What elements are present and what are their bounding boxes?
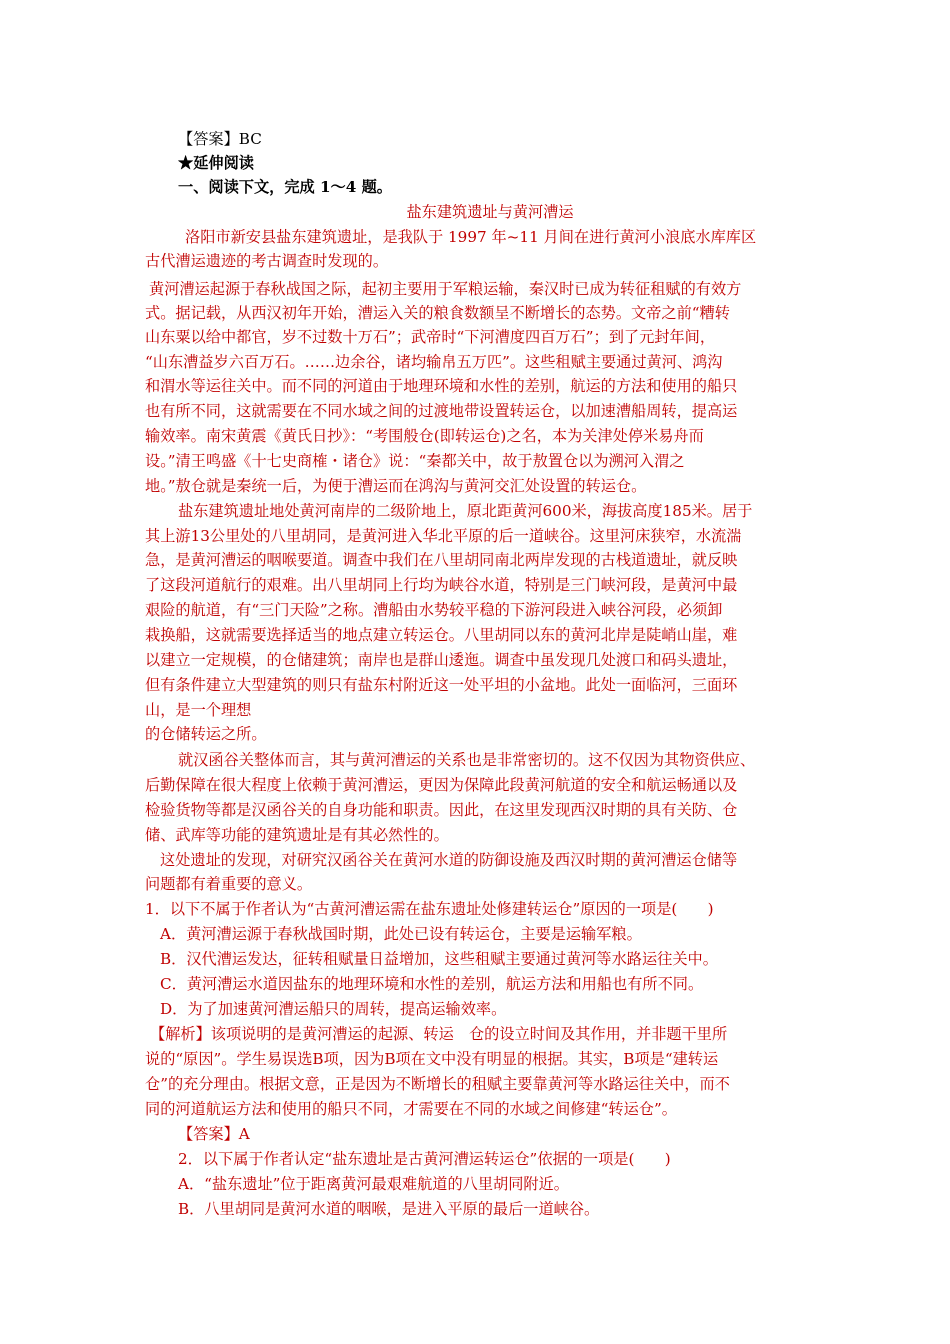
question-1-analysis-line: 【解析】该项说明的是黄河漕运的起源、转运 仓的设立时间及其作用，并非题干里所	[150, 1025, 728, 1043]
article-line: 和渭水等运往关中。而不同的河道由于地理环境和水性的差别，航运的方法和使用的船只	[145, 377, 738, 395]
article-line: “山东漕益岁六百万石。……边余谷，诸均输帛五万匹”。这些租赋主要通过黄河、鸿沟	[145, 353, 723, 371]
question-2-option: A．“盐东遗址”位于距离黄河最艰难航道的八里胡同附近。	[178, 1175, 569, 1193]
question-1-option: B．汉代漕运发达，征转租赋量日益增加，这些租赋主要通过黄河等水路运往关中。	[160, 950, 718, 968]
question-2-stem: 2．以下属于作者认定“盐东遗址是古黄河漕运转运仓”依据的一项是( )	[178, 1150, 671, 1168]
article-line: 山，是一个理想	[145, 701, 252, 719]
article-line: 设。”清王鸣盛《十七史商榷・诸仓》说：“秦都关中，故于敖置仓以为溯河入渭之	[145, 452, 685, 470]
question-1-analysis-line: 说的“原因”。学生易误选B项，因为B项在文中没有明显的根据。其实，B项是“建转运	[145, 1050, 719, 1068]
question-2-option: B．八里胡同是黄河水道的咽喉，是进入平原的最后一道峡谷。	[178, 1200, 600, 1218]
question-1-stem: 1．以下不属于作者认为“古黄河漕运需在盐东遗址处修建转运仓”原因的一项是( )	[145, 900, 714, 918]
article-line: 黄河漕运起源于春秋战国之际，起初主要用于军粮运输，秦汉时已成为转征租赋的有效方	[149, 280, 742, 298]
article-line: 其上游13公里处的八里胡同，是黄河进入华北平原的后一道峡谷。这里河床狭窄，水流湍	[145, 527, 742, 545]
article-line: 检验货物等都是汉函谷关的自身功能和职责。因此，在这里发现西汉时期的具有关防、仓	[145, 801, 738, 819]
article-line: 的仓储转运之所。	[145, 725, 267, 743]
article-line: 地。”敖仓就是秦统一后，为便于漕运而在鸿沟与黄河交汇处设置的转运仓。	[145, 477, 647, 495]
article-line: 式。据记载，从西汉初年开始，漕运入关的粮食数额呈不断增长的态势。文帝之前“糟转	[145, 304, 730, 322]
article-line: 艰险的航道，有“三门天险”之称。漕船由水势较平稳的下游河段进入峡谷河段，必须卸	[145, 601, 723, 619]
article-line: 了这段河道航行的艰难。出八里胡同上行均为峡谷水道，特别是三门峡河段，是黄河中最	[145, 576, 738, 594]
question-1-option: A．黄河漕运源于春秋战国时期，此处已设有转运仓，主要是运输军粮。	[160, 925, 642, 943]
question-1-option: D．为了加速黄河漕运船只的周转，提高运输效率。	[160, 1000, 507, 1018]
article-line: 栽换船，这就需要选择适当的地点建立转运仓。八里胡同以东的黄河北岸是陡峭山崖，难	[145, 626, 738, 644]
extended-reading-heading: ★延伸阅读	[178, 154, 254, 172]
article-line: 盐东建筑遗址地处黄河南岸的二级阶地上，原北距黄河600米，海拔高度185米。居于	[178, 502, 753, 520]
article-line: 问题都有着重要的意义。	[145, 875, 313, 893]
article-line: 但有条件建立大型建筑的则只有盐东村附近这一处平坦的小盆地。此处一面临河，三面环	[145, 676, 738, 694]
question-1-analysis-line: 同的河道航运方法和使用的船只不同，才需要在不同的水域之间修建“转运仓”。	[145, 1100, 677, 1118]
question-1-answer: 【答案】A	[178, 1125, 250, 1143]
article-line: 就汉函谷关整体而言，其与黄河漕运的关系也是非常密切的。这不仅因为其物资供应、	[178, 751, 756, 769]
article-line: 后勤保障在很大程度上依赖于黄河漕运，更因为保障此段黄河航道的安全和航运畅通以及	[145, 776, 738, 794]
question-1-analysis-line: 仓”的充分理由。根据文意，正是因为不断增长的租赋主要靠黄河等水路运往关中，而不	[145, 1075, 730, 1093]
article-line: 山东粟以给中都官，岁不过数十万石”；武帝时“下河漕度四百万石”；到了元封年间，	[145, 328, 716, 346]
article-title: 盐东建筑遗址与黄河漕运	[406, 203, 574, 221]
article-line: 急，是黄河漕运的咽喉要道。调查中我们在八里胡同南北两岸发现的古栈道遗址，就反映	[145, 551, 738, 569]
article-line: 这处遗址的发现，对研究汉函谷关在黄河水道的防御设施及西汉时期的黄河漕运仓储等	[160, 851, 738, 869]
article-line: 以建立一定规模，的仓储建筑；南岸也是群山逶迤。调查中虽发现几处渡口和码头遗址，	[145, 651, 738, 669]
article-line: 洛阳市新安县盐东建筑遗址，是我队于 1997 年~11 月间在进行黄河小浪底水库库区	[185, 228, 757, 246]
article-line: 也有所不同，这就需要在不同水域之间的过渡地带设置转运仓，以加速漕船周转，提高运	[145, 402, 738, 420]
article-line: 古代漕运遗迹的考古调查时发现的。	[145, 252, 388, 270]
article-line: 输效率。南宋黄震《黄氏日抄》：“考围般仓(即转运仓)之名，本为关津处停米易舟而	[145, 427, 704, 445]
question-1-option: C．黄河漕运水道因盐东的地理环境和水性的差别，航运方法和用船也有所不同。	[160, 975, 704, 993]
answer-line: 【答案】BC	[178, 130, 262, 148]
section-heading: 一、阅读下文，完成 1～4 题。	[178, 178, 392, 196]
article-line: 储、武库等功能的建筑遗址是有其必然性的。	[145, 826, 449, 844]
